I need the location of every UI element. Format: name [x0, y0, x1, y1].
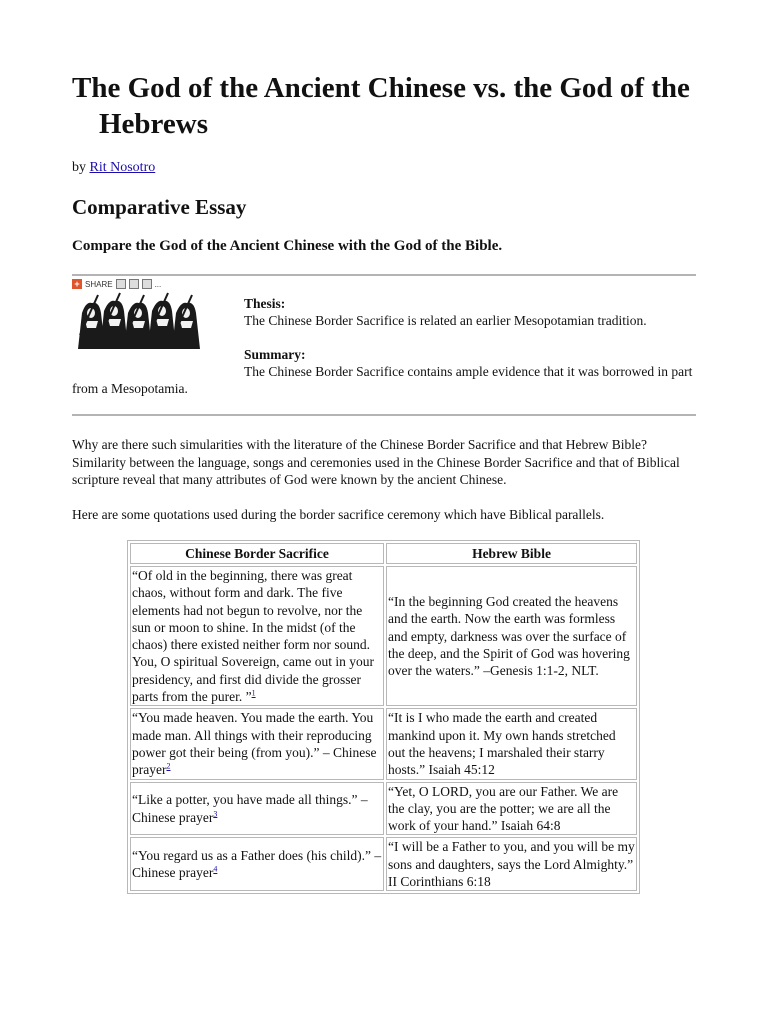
byline-prefix: by [72, 160, 86, 175]
table-row [130, 566, 637, 706]
header-chinese: Chinese Border Sacrifice [130, 543, 384, 564]
bottom-divider [72, 414, 696, 416]
chinese-quote: “Of old in the beginning, there was great chaos, without form and dark. The five elements had not begun to revolve, nor the sun or moon to shine. In the midst (of the chaos) there existed neither form nor sound. You, O spiritual Sovereign, came out in your presidency, and first did divide the grosser parts from the purer. ” [132, 568, 374, 705]
footnote-link[interactable]: 1 [251, 688, 256, 698]
quotations-intro: Here are some quotations used during the border sacrifice ceremony which have Biblical parallels. [72, 507, 605, 522]
table-header-row [130, 543, 637, 564]
favorites-icon[interactable] [142, 279, 152, 289]
chinese-quote: “Like a potter, you have made all things.” – Chinese prayer [132, 792, 368, 825]
chinese-quote-cell [130, 708, 384, 779]
intro-paragraph: Why are there such simularities with the literature of the Chinese Border Sacrifice and that Hebrew Bible? Similarity between the language, songs and ceremonies used in the Chinese Border Sacrifice and that of Biblical scripture reveal that many attributes of God were known by the ancient Chinese. [72, 437, 680, 487]
comparison-table [127, 540, 640, 894]
thesis-label: Thesis: [244, 296, 286, 311]
table-row [130, 837, 637, 891]
chinese-quote-cell [130, 837, 384, 891]
thesis-summary-block [72, 295, 696, 397]
article-title: The God of the Ancient Chinese vs. the God of the Hebrews [72, 72, 690, 140]
thesis-text: The Chinese Border Sacrifice is related an earlier Mesopotamian tradition. [244, 313, 647, 328]
share-label[interactable]: SHARE [85, 279, 113, 289]
bible-quote-cell [386, 782, 637, 836]
compare-prompt: Compare the God of the Ancient Chinese with the God of the Bible. [72, 238, 503, 254]
bible-quote: “In the beginning God created the heavens and the earth. Now the earth was formless and empty, darkness was over the surface of the deep, and the Spirit of God was hovering over the waters.” –Genesis 1:1-2, NLT. [388, 593, 630, 679]
chinese-quote-cell [130, 566, 384, 706]
chinese-quote: “You made heaven. You made the earth. You made man. All things with their reproducing power got their being (from you).” – Chinese prayer [132, 710, 377, 778]
chinese-quote: “You regard us as a Father does (his child).” – Chinese prayer [132, 848, 382, 881]
summary-label: Summary: [244, 347, 306, 362]
delicious-icon[interactable] [116, 279, 126, 289]
footnote-link[interactable]: 2 [166, 761, 171, 771]
table-row [130, 782, 637, 836]
digg-icon[interactable] [129, 279, 139, 289]
section-subhead: Comparative Essay [72, 195, 247, 219]
bible-quote: “Yet, O LORD, you are our Father. We are the clay, you are the potter; we are all the work of your hand.” Isaiah 64:8 [388, 783, 619, 834]
bible-quote: “It is I who made the earth and created mankind upon it. My own hands stretched out the heavens; I marshaled their starry hosts.” Isaiah 45:12 [388, 710, 616, 778]
summary-text-content: The Chinese Border Sacrifice contains ample evidence that it was borrowed in part from a Mesopotamia. [72, 364, 693, 396]
footnote-link[interactable]: 4 [213, 864, 218, 874]
chinese-quote-cell [130, 782, 384, 836]
author-link[interactable]: Rit Nosotro [89, 160, 156, 175]
table-row [130, 708, 637, 779]
share-plus-icon[interactable]: + [72, 279, 82, 289]
share-widget[interactable] [72, 278, 192, 290]
share-more[interactable]: ... [154, 279, 162, 289]
top-divider [72, 274, 696, 276]
header-hebrew: Hebrew Bible [386, 543, 637, 564]
byline [72, 160, 155, 176]
bible-quote-cell [386, 708, 637, 779]
footnote-link[interactable]: 3 [213, 809, 218, 818]
bible-quote-cell [386, 566, 637, 706]
summary-text [72, 363, 696, 397]
bible-quote: “I will be a Father to you, and you will be my sons and daughters, says the Lord Almighty.” II Corinthians 6:18 [388, 839, 635, 890]
bible-quote-cell [386, 837, 637, 891]
